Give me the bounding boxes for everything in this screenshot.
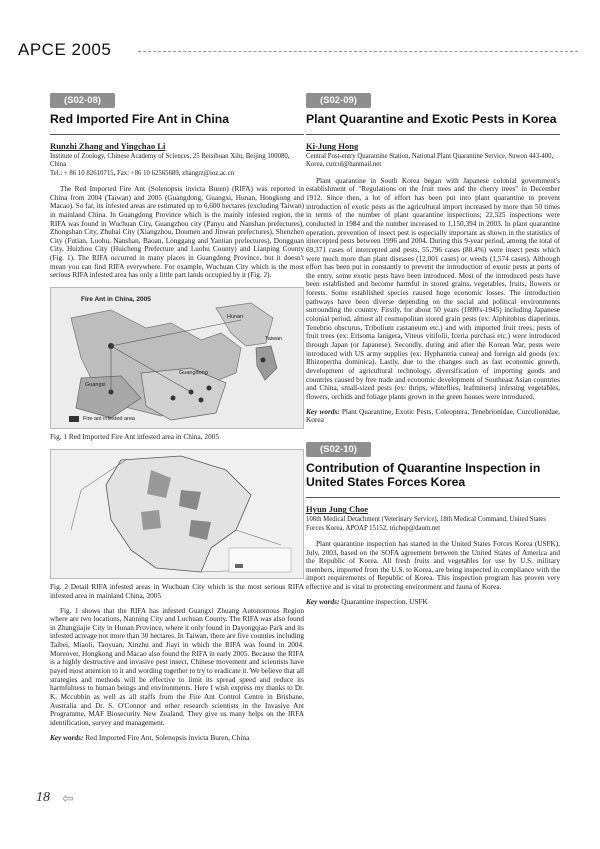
session-badge: (S02-10) [306, 442, 371, 457]
session-badge: (S02-08) [50, 93, 115, 108]
journal-header-title: APCE 2005 [18, 40, 112, 59]
keywords-label: Key words: [306, 596, 340, 606]
contact-text: Tel.: + 86 10 82610715, Fax: +86 10 62565689, zhangrz@ioz.ac.cn [50, 169, 235, 177]
keywords [306, 598, 560, 607]
article-s02-10 [306, 439, 560, 606]
article-author: Runzhi Zhang and Yingchao Li [50, 141, 166, 151]
figure-2-caption: Fig. 2 Detail RIFA infested areas in Wuchuan City which is the most serious RIFA infested area in mainland China, 2005 [50, 581, 304, 600]
article-title: Red Imported Fire Ant in China [50, 112, 229, 126]
left-column [50, 90, 304, 742]
map-legend-infested: Fire ant infested area [83, 416, 135, 423]
body-paragraph: Plant quarantine in South Korea began with Japanese colonial government's establishment of "Regulations on the fruit trees and the cherry trees" in December 1912. Since then, a lot of effort has been put into plant quarantine to prevent introduction of exotic pests as the agricultural import increased by more than 50 times in terms of the number of plant quarantine inspections; 22,525 inspections were conducted in 1984 and the number increased to 1,150,394 in 2003. In plant quarantine operation, prevention of insect pest is especially important as shown in the statistics of intercepted pests between 1996 and 2004. During this 9-year period, among the total of 69,371 cases of intercepted and pests, 55,796 cases (80.4%) were insect pests which were much more than plant diseases (12,001 cases) or weeds (1,574 cases). Although effort has been put in constantly to prevent the introduction of exotic pests at ports of the entry, some exotic pests have been introduced. Most of the introduced pests have been established and become harmful in stored grains, vegetables, fruits, flowers or forests. Some established species caused huge economic losses. The introduction pathways have been diverse depending on the social and political environments surrounding the country. Firstly, for about 50 years (1890's-1945) including Japanese colonial period, almost all cosmopolitan stored grain pests (ex: Alphitobius diaperinus, Tenebrio obscurus, Tribolium castaneum etc.) and with imported fruit trees, pests of fruit trees (ex: Erisoma lanigera, Viteus vitifolii, Iceria purchasi etc.) were introduced through Japan (or Japanese). Secondly, during and after the Korean War, pests were introduced with US army supplies (ex: Hyphantria cunea) and foreign aid goods (ex: Rhizopertha dominica). Lastly, due to the changes such as fast economic growth, development of agricultural technology, diversification of importing goods and countries caused by free trade and economic development of Southeast Asian countries and China, small-sized pests (ex: thrips, whiteflies, leafminers) infesting vegetables, flowers, orchids and foliage plants grown in the green houses were introduced. [306, 176, 560, 401]
title-rule [50, 134, 304, 135]
wuchuan-map-graphic [51, 450, 303, 578]
header-dashed-rule [138, 51, 578, 52]
body-paragraph: The Red Imported Fire Ant (Solenopsis invicta Buren) (RIFA) was reported in China from 2004 (Taiwan) and 2005 (Guangdong, Guangxi, Hunan, Hongkong and Macao). So far, its infested areas are estimated up to 6,600 hectares (excluding Taiwan) in mainland China. In Guangdong Province which is the mainly infested region, the RIFA was found in Wuchuan City, Guangzhou city (Panyu and Nanshan prefectures), Zhongshan City, Zhuhai City (Xiangzhou, Doumen and Jinwan prefectures), Shenzhen City (Futian, Luohu, Nanshan, Baoan, Longgang and Yantian prefectures), Dongguan City, Huizhou City (Huicheng Prefecture and Luohu County) and Lianping County (Fig. 1). The RIFA occurred in many places in Guangdong Province, but it doesn't mean you can find RIFA everywhere. For example, Wuchuan City which is the most serious RIFA infested area has only a little part lands occupied by it (Fig. 2). [50, 184, 304, 280]
right-column [306, 90, 560, 607]
article-title: Plant Quarantine and Exotic Pests in Korea [306, 112, 557, 126]
left-arrow-icon: ⇦ [62, 792, 74, 807]
figure-1-map [50, 287, 304, 429]
map-label-hunan: Hunan [227, 314, 244, 321]
keywords-text: Quarantine inspection, USFK [341, 596, 428, 606]
article-author: Ki-Jung Hong [306, 141, 359, 151]
figure-2-map [50, 449, 304, 579]
china-map-graphic [51, 288, 303, 428]
map-label-taiwan: Taiwan [265, 336, 283, 343]
article-title: Contribution of Quarantine Inspection in United States Forces Korea [306, 461, 541, 490]
keywords-text: Plant Quarantine, Exotic Pests, Coleoptera, Tenebrionidae, Curculionidae, Korea [306, 406, 560, 425]
keywords-text: Red Imported Fire Ant, Solenopsis invicta Buren, China [85, 732, 250, 742]
title-rule [306, 134, 560, 135]
map-title: Fire Ant in China, 2005 [81, 296, 151, 304]
article-affiliation: 106th Medical Detachment (Veterinary Service), 18th Medical Command, United States Forces Korea, APOAP 15152, trichop@daum.net [306, 516, 546, 532]
body-paragraph: Fig. 1 shows that the RIFA has infested Guangxi Zhuang Autonomous Region where are two locations, Nanning City and Luchuan County. The RIFA was also found in Zhangjiajie City in Hunan Province, where it only found in Dayongqiao Park and its infested acreage not more than 30 hectares. In Taiwan, there are five counties including Taibei, Miaoli, Taoyuan, Xinzhu and Jiayi in which the RIFA was found in 2004. Moreover, Hongkong and Macao also found the RIFA in early 2005. Because the RIFA is a highly destructive and invasive pest insect, Chinese movement and scientists have payed most attention to it and wording together to try to eradicate it. We believe that all strategies and methods will be effective to limit its spread speed and reduce its harmfulness to human beings and environments. Here I wish express my thanks to Dr. K. Mccubbin as well as all staffs from the Fire Ant Control Centre in Brisbane, Australia and Dr. S. O'Connor and other research scientists in the Invasive Ant Programme, MAF Biosecurity New Zealand. They give us many helps on the IRFA identification, survey and management. [50, 606, 304, 728]
map-label-guangxi: Guangxi [85, 382, 106, 389]
affiliation-text: Institute of Zoology, Chinese Academy of Sciences, 25 Beisihuan Xilu, Beijing 100080, China [50, 153, 290, 169]
body-paragraph: Plant quarantine inspection has started in the United States Forces Korea (USFK), July, 2003, based on the SOFA agreement between the United States of America and the Republic of Korea. All fresh fruits and vegetables for use by U.S. military members, imported from the U.S. to Korea, are being inspected in compliance with the import requirements of Republic of Korea. This inspection program has proven very effective and is vital to protecting environment and fauna of Korea. [306, 539, 560, 592]
article-author: Hyun Jung Choe [306, 504, 369, 515]
figure-1-caption: Fig. 1 Red Imported Fire Ant infested area in China, 2005 [50, 432, 220, 442]
title-rule [306, 497, 560, 498]
session-badge: (S02-09) [306, 93, 371, 108]
keywords [306, 408, 560, 426]
keywords-label: Key words: [306, 406, 340, 416]
page-number: 18 [36, 790, 50, 805]
article-affiliation: Central Post-entry Quarantine Station, National Plant Quarantine Service, Suwon 443-400, Korea, curcul@hanmail.net [306, 153, 554, 169]
map-label-guangdong: Guangdong [179, 370, 208, 377]
article-affiliation [50, 153, 304, 178]
keywords-label: Key words: [50, 732, 84, 742]
keywords [50, 734, 304, 743]
